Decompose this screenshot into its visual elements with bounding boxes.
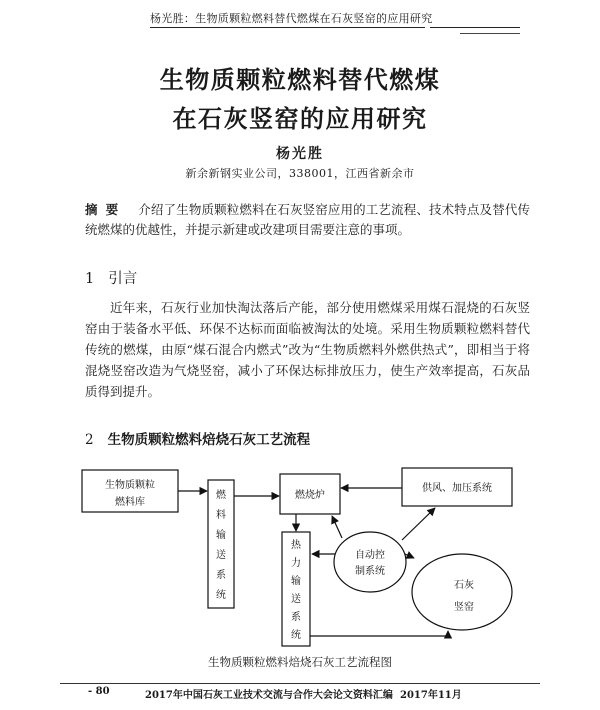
fuel-conveyor-char: 料 [216,510,226,521]
section-title: 生物质颗粒燃料焙烧石灰工艺流程 [107,432,311,448]
heat-conveyor-char: 系 [291,612,301,623]
arrow-control-to-burner [332,516,342,538]
section-heading-2 [85,428,310,448]
node-auto-control [334,532,406,592]
abstract-label: 摘要 [85,202,127,217]
section-number: 2 [85,432,94,448]
heat-conveyor-char: 力 [291,558,301,569]
auto-control-label-1: 自动控 [355,550,385,561]
warehouse-label-2: 燃料库 [115,497,145,508]
fuel-conveyor-char: 统 [216,590,226,601]
heat-conveyor-char: 统 [291,630,301,641]
air-supply-label: 供风、加压系统 [422,483,492,494]
kiln-label-1: 石灰 [454,580,474,591]
intro-paragraph: 近年来，石灰行业加快淘汰落后产能，部分使用燃煤采用煤石混烧的石灰竖窑由于装备水平低、环保不达标而面临被淘汰的处境。采用生物质颗粒燃料替代传统的燃煤，由原“煤石混合内燃式”改为“生物质燃料外燃供热式”，即相当于将混烧竖窑改造为气烧竖窑，减小了环保达标排放压力，使生产效率提高，石灰品质得到提升。 [85,300,530,399]
burner-label: 燃烧炉 [295,490,325,501]
section-heading-1 [85,267,137,288]
node-kiln [412,554,512,630]
running-head: 杨光胜：生物质颗粒燃料替代燃煤在石灰竖窑的应用研究 [150,12,433,25]
article-title-line-2: 在石灰竖窑的应用研究 [172,104,428,133]
fuel-conveyor-char: 燃 [216,490,226,501]
heat-conveyor-char: 输 [291,576,301,587]
section-title: 引言 [108,271,138,287]
page-number: - 80 [88,686,110,697]
abstract-text: 介绍了生物质颗粒燃料在石灰竖窑应用的工艺流程、技术特点及替代传统燃煤的优越性，并提示新建或改建项目需要注意的事项。 [85,202,530,237]
warehouse-label-1: 生物质颗粒 [105,480,155,491]
abstract [85,200,530,240]
auto-control-label-2: 制系统 [355,566,385,577]
header-rule-right [430,27,520,28]
section-number: 1 [85,271,95,287]
header-rule [150,27,425,28]
arrow-control-to-air [402,508,435,540]
author-name: 杨光胜 [276,146,324,162]
fuel-conveyor-char: 系 [216,570,226,581]
process-flowchart [80,460,520,652]
heat-conveyor-char: 热 [291,540,301,551]
publication-date: 2017年11月 [400,690,462,701]
header-rule-short [460,33,520,34]
proceedings-title: 2017年中国石灰工业技术交流与合作大会论文资料汇编 [145,690,393,701]
heat-conveyor-char: 送 [291,594,301,605]
footer-rule [60,683,540,684]
fuel-conveyor-char: 送 [216,550,226,561]
figure-caption: 生物质颗粒燃料焙烧石灰工艺流程图 [208,655,392,669]
article-title-line-1: 生物质颗粒燃料替代燃煤 [159,65,441,94]
arrow-control-to-kiln [405,554,414,558]
kiln-label-2: 竖窑 [454,602,474,613]
author-affiliation: 新余新钢实业公司，338001，江西省新余市 [185,167,415,180]
fuel-conveyor-char: 输 [216,530,226,541]
